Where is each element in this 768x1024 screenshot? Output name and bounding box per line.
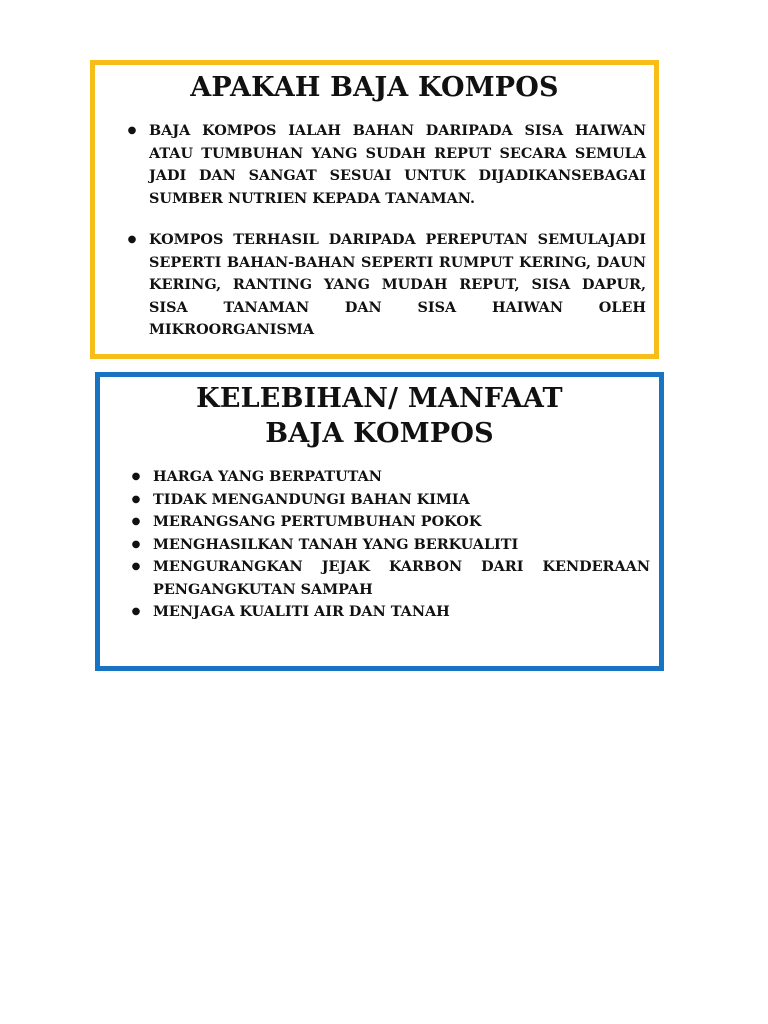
what-is-compost-box bbox=[90, 60, 659, 359]
list-item-text: MENGURANGKAN JEJAK KARBON DARI KENDERAAN PENGANGKUTAN SAMPAH bbox=[153, 558, 650, 598]
list-item bbox=[131, 601, 650, 624]
bullet-icon: ● bbox=[127, 125, 137, 136]
list-item-text: KOMPOS TERHASIL DARIPADA PEREPUTAN SEMULAJADI SEPERTI BAHAN-BAHAN SEPERTI RUMPUT KERING, DAUN KERING, RANTING YANG MUDAH REPUT, SISA DAPUR, SISA TANAMAN DAN SISA HAIWAN OLEH MIKROORGANISMA bbox=[149, 231, 646, 338]
bullet-icon: ● bbox=[131, 471, 141, 482]
benefits-title-line2: BAJA KOMPOS bbox=[265, 418, 494, 449]
bullet-icon: ● bbox=[127, 234, 137, 245]
bullet-icon: ● bbox=[131, 538, 141, 550]
bullet-icon: ● bbox=[131, 516, 141, 527]
list-item bbox=[131, 534, 650, 557]
list-item bbox=[127, 229, 646, 342]
list-item bbox=[131, 511, 650, 534]
bullet-icon: ● bbox=[131, 561, 141, 572]
what-is-compost-list bbox=[127, 120, 646, 342]
list-item-text: TIDAK MENGANDUNGI BAHAN KIMIA bbox=[153, 490, 470, 508]
list-item-text: MENGHASILKAN TANAH YANG BERKUALITI bbox=[153, 535, 519, 553]
list-item bbox=[131, 556, 650, 601]
bullet-icon: ● bbox=[131, 493, 141, 505]
benefits-list bbox=[131, 466, 650, 624]
benefits-box bbox=[95, 372, 664, 671]
list-item bbox=[127, 120, 646, 210]
benefits-title-line1: KELEBIHAN/ MANFAAT bbox=[196, 383, 563, 414]
list-item-text: BAJA KOMPOS IALAH BAHAN DARIPADA SISA HAIWAN ATAU TUMBUHAN YANG SUDAH REPUT SECARA SEMULA JADI DAN SANGAT SESUAI UNTUK DIJADIKANSEBAGAI SUMBER NUTRIEN KEPADA TANAMAN. bbox=[149, 122, 646, 207]
list-item bbox=[131, 489, 650, 512]
what-is-compost-title: APAKAH BAJA KOMPOS bbox=[190, 72, 559, 103]
bullet-icon: ● bbox=[131, 606, 141, 617]
list-item-text: MERANGSANG PERTUMBUHAN POKOK bbox=[153, 513, 482, 530]
list-item bbox=[131, 466, 650, 489]
list-item-text: HARGA YANG BERPATUTAN bbox=[153, 468, 382, 485]
list-item-text: MENJAGA KUALITI AIR DAN TANAH bbox=[153, 603, 450, 620]
